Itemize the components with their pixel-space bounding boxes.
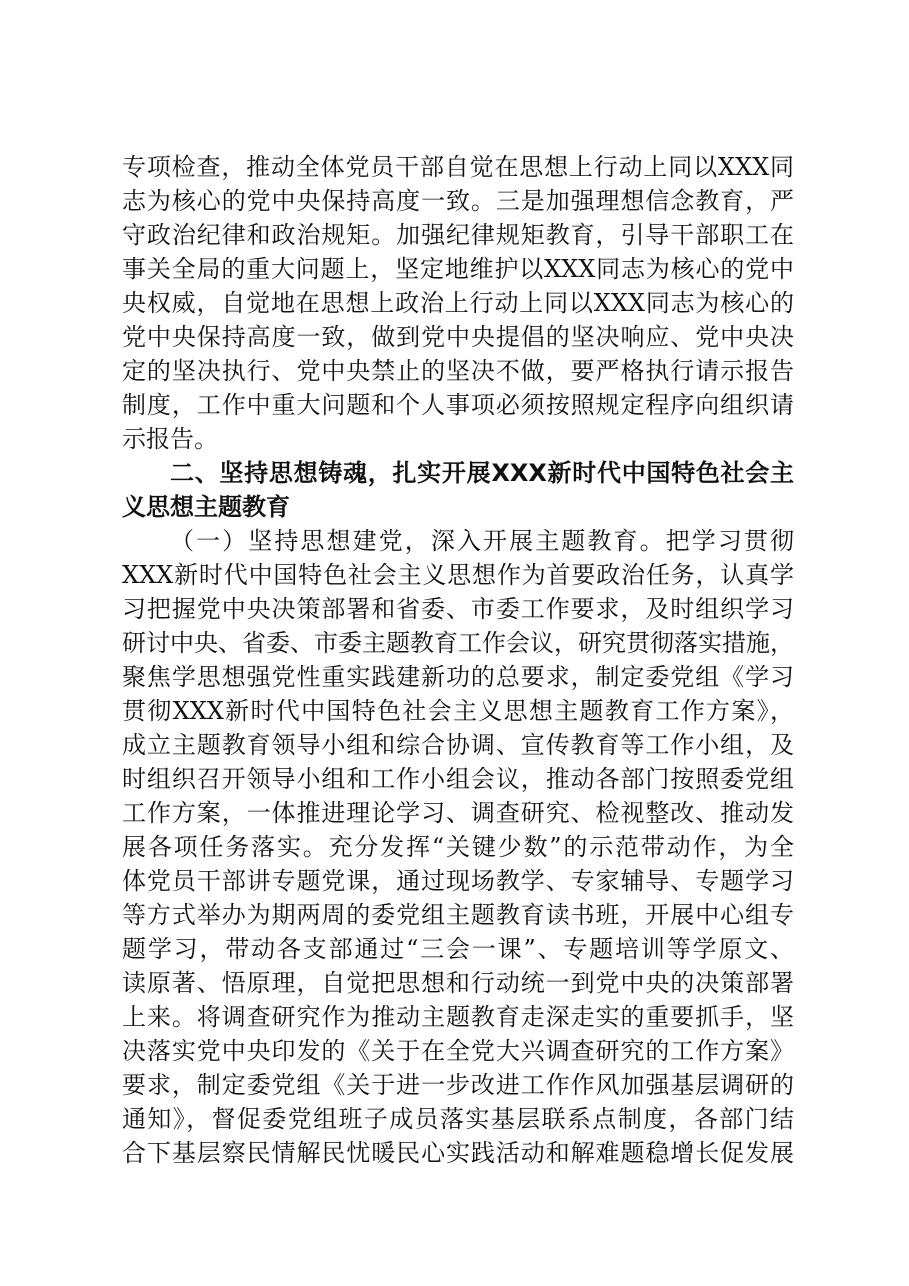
text-line-13: XXX新时代中国特色社会主义思想作为首要政治任务，认真学 bbox=[122, 561, 794, 589]
text-line-15: 研讨中央、省委、市委主题教育工作会议，研究贯彻落实措施， bbox=[122, 629, 794, 657]
text-line-1: 专项检查，推动全体党员干部自觉在思想上行动上同以XXX同 bbox=[122, 153, 794, 181]
text-line-20: 工作方案，一体推进理论学习、调查研究、检视整改、推动发 bbox=[122, 799, 794, 827]
text-line-18: 成立主题教育领导小组和综合协调、宣传教育等工作小组，及 bbox=[122, 731, 794, 759]
text-line-3: 守政治纪律和政治规矩。加强纪律规矩教育，引导干部职工在 bbox=[122, 221, 794, 249]
text-line-29: 通知》，督促委党组班子成员落实基层联系点制度，各部门结 bbox=[122, 1105, 794, 1133]
text-line-14: 习把握党中央决策部署和省委、市委工作要求，及时组织学习 bbox=[122, 595, 794, 623]
text-line-2: 志为核心的党中央保持高度一致。三是加强理想信念教育，严 bbox=[122, 187, 794, 215]
text-line-21: 展各项任务落实。充分发挥“关键少数”的示范带动作，为全 bbox=[122, 833, 794, 861]
text-line-17: 贯彻XXX新时代中国特色社会主义思想主题教育工作方案》， bbox=[122, 697, 794, 725]
text-line-8: 制度，工作中重大问题和个人事项必须按照规定程序向组织请 bbox=[122, 391, 794, 419]
text-line-7: 定的坚决执行、党中央禁止的坚决不做，要严格执行请示报告 bbox=[122, 357, 794, 385]
text-line-26: 上来。将调查研究作为推动主题教育走深走实的重要抓手，坚 bbox=[122, 1003, 794, 1031]
text-line-9: 示报告。 bbox=[122, 425, 218, 453]
text-line-27: 决落实党中央印发的《关于在全党大兴调查研究的工作方案》 bbox=[122, 1037, 794, 1065]
text-line-4: 事关全局的重大问题上，坚定地维护以XXX同志为核心的党中 bbox=[122, 255, 794, 283]
text-line-6: 党中央保持高度一致，做到党中央提倡的坚决响应、党中央决 bbox=[122, 323, 794, 351]
section-heading-line-2: 义思想主题教育 bbox=[122, 493, 290, 521]
text-line-16: 聚焦学思想强党性重实践建新功的总要求，制定委党组《学习 bbox=[122, 663, 794, 691]
text-line-23: 等方式举办为期两周的委党组主题教育读书班，开展中心组专 bbox=[122, 901, 794, 929]
text-line-25: 读原著、悟原理，自觉把思想和行动统一到党中央的决策部署 bbox=[122, 969, 794, 997]
text-line-24: 题学习，带动各支部通过“三会一课”、专题培训等学原文、 bbox=[122, 935, 794, 963]
text-line-12: （一）坚持思想建党，深入开展主题教育。把学习贯彻 bbox=[170, 527, 794, 555]
text-line-28: 要求，制定委党组《关于进一步改进工作作风加强基层调研的 bbox=[122, 1071, 794, 1099]
section-heading-line-1: 二、坚持思想铸魂，扎实开展XXX新时代中国特色社会主 bbox=[170, 459, 794, 487]
text-line-5: 央权威，自觉地在思想上政治上行动上同以XXX同志为核心的 bbox=[122, 289, 794, 317]
text-line-19: 时组织召开领导小组和工作小组会议，推动各部门按照委党组 bbox=[122, 765, 794, 793]
text-line-22: 体党员干部讲专题党课，通过现场教学、专家辅导、专题学习 bbox=[122, 867, 794, 895]
text-line-30: 合下基层察民情解民忧暖民心实践活动和解难题稳增长促发展 bbox=[122, 1139, 794, 1167]
